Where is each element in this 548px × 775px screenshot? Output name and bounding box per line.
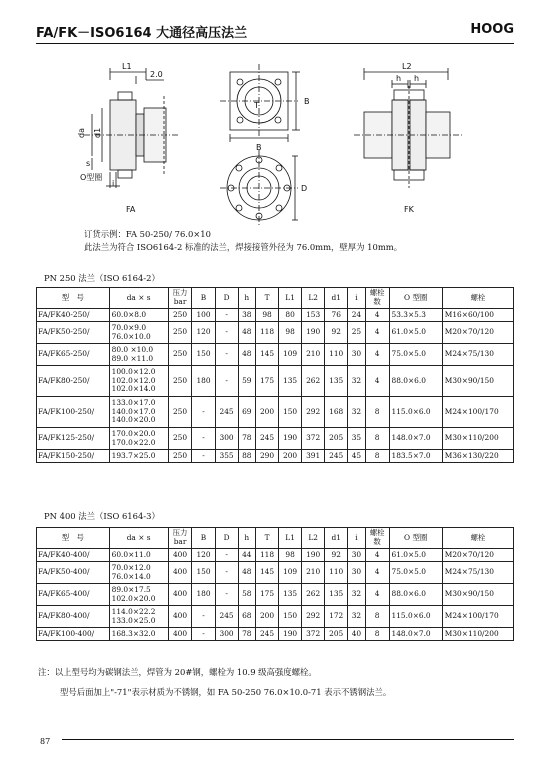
column-header: da × s xyxy=(109,288,168,309)
table-cell: 109 xyxy=(279,562,302,584)
table-cell: 61.0×5.0 xyxy=(389,322,442,344)
column-header: D xyxy=(215,288,238,309)
table-cell: M30×110/200 xyxy=(442,428,513,450)
table-cell: - xyxy=(192,450,215,463)
table-row xyxy=(37,322,514,344)
table-cell: 180 xyxy=(192,366,215,397)
column-header: B xyxy=(192,528,215,549)
table-cell: 148.0×7.0 xyxy=(389,428,442,450)
table-cell: 400 xyxy=(168,606,192,628)
table-cell: 114.0×22.2 133.0×25.0 xyxy=(109,606,168,628)
table-cell: - xyxy=(215,344,238,366)
table-cell: 262 xyxy=(302,366,325,397)
table-cell: 250 xyxy=(168,322,192,344)
table-cell: 70.0×12.0 76.0×14.0 xyxy=(109,562,168,584)
table-cell: 372 xyxy=(302,428,325,450)
table-cell: 150 xyxy=(279,397,302,428)
table-cell: 372 xyxy=(302,628,325,641)
table-cell: - xyxy=(192,628,215,641)
table-cell: 190 xyxy=(302,549,325,562)
dim-label-2: 2.0 xyxy=(150,70,163,79)
table-cell: 205 xyxy=(325,428,348,450)
table-cell: - xyxy=(215,584,238,606)
dim-label-s: s xyxy=(86,159,91,168)
table-cell: 53.3×5.3 xyxy=(389,309,442,322)
table-cell: 200 xyxy=(256,606,279,628)
table-cell: - xyxy=(215,366,238,397)
flange-drawing xyxy=(70,58,490,228)
table-cell: 40 xyxy=(348,628,365,641)
table-cell: 60.0×11.0 xyxy=(109,549,168,562)
note-carbon-steel: 注：以上型号均为碳钢法兰，焊管为 20#钢，螺栓为 10.9 级高强度螺栓。 xyxy=(38,667,317,677)
table-cell: 4 xyxy=(365,309,389,322)
dim-label-l2: L2 xyxy=(402,62,412,71)
order-description: 此法兰为符合 ISO6164-2 标准的法兰，焊接接管外径为 76.0mm，壁厚为 10mm。 xyxy=(84,242,403,252)
table-cell: M16×60/100 xyxy=(442,309,513,322)
page-title: FA/FK－ISO6164 大通径高压法兰 xyxy=(36,26,248,41)
table-cell: 78 xyxy=(238,628,255,641)
order-example: 订货示例：FA 50-250/ 76.0×10 xyxy=(84,229,211,239)
column-header: 螺栓 数 xyxy=(365,528,389,549)
table-cell: 290 xyxy=(256,450,279,463)
table-cell: 300 xyxy=(215,428,238,450)
table-row xyxy=(37,549,514,562)
table-cell: 45 xyxy=(348,450,365,463)
table-cell: 4 xyxy=(365,366,389,397)
table-cell: 120 xyxy=(192,322,215,344)
table-cell: - xyxy=(215,309,238,322)
table-row xyxy=(37,450,514,463)
table-cell: 30 xyxy=(348,344,365,366)
table-cell: 245 xyxy=(215,397,238,428)
table-cell: 32 xyxy=(348,397,365,428)
table-row xyxy=(37,428,514,450)
fa-label: FA xyxy=(126,205,136,214)
table-cell: 80.0 ×10.0 89.0 ×11.0 xyxy=(109,344,168,366)
fk-label: FK xyxy=(404,205,414,214)
table-cell: FA/FK65-250/ xyxy=(37,344,110,366)
table-cell: 115.0×6.0 xyxy=(389,397,442,428)
table-cell: 400 xyxy=(168,549,192,562)
table-cell: 78 xyxy=(238,428,255,450)
table-cell: 153 xyxy=(302,309,325,322)
table-cell: 200 xyxy=(256,397,279,428)
table-cell: 175 xyxy=(256,584,279,606)
table-cell: 250 xyxy=(168,344,192,366)
table-cell: 69 xyxy=(238,397,255,428)
column-header: 压力 bar xyxy=(168,528,192,549)
table-cell: 120 xyxy=(192,549,215,562)
table-cell: 115.0×6.0 xyxy=(389,606,442,628)
table-row xyxy=(37,309,514,322)
table-cell: 98 xyxy=(279,549,302,562)
column-header: i xyxy=(348,528,365,549)
table-cell: FA/FK40-400/ xyxy=(37,549,110,562)
table-cell: 300 xyxy=(215,628,238,641)
table-cell: 110 xyxy=(325,344,348,366)
table-cell: 92 xyxy=(325,322,348,344)
page-header xyxy=(36,22,514,42)
column-header: 型 号 xyxy=(37,288,110,309)
table-cell: 135 xyxy=(325,584,348,606)
column-header: L2 xyxy=(302,288,325,309)
table-cell: 48 xyxy=(238,322,255,344)
column-header: L1 xyxy=(279,528,302,549)
table-cell: 75.0×5.0 xyxy=(389,562,442,584)
table-cell: 250 xyxy=(168,428,192,450)
table-cell: 190 xyxy=(302,322,325,344)
table-cell: 133.0×17.0 140.0×17.0 140.0×20.0 xyxy=(109,397,168,428)
table-cell: 109 xyxy=(279,344,302,366)
table-cell: 100 xyxy=(192,309,215,322)
table-cell: M30×110/200 xyxy=(442,628,513,641)
table-cell: 168 xyxy=(325,397,348,428)
column-header: 螺栓 xyxy=(442,288,513,309)
table-cell: 80 xyxy=(279,309,302,322)
column-header: O 型圈 xyxy=(389,288,442,309)
table-cell: 30 xyxy=(348,549,365,562)
table-cell: 400 xyxy=(168,628,192,641)
table-cell: 32 xyxy=(348,606,365,628)
table-cell: - xyxy=(215,562,238,584)
table-cell: 245 xyxy=(256,628,279,641)
table-cell: FA/FK80-400/ xyxy=(37,606,110,628)
table-cell: 355 xyxy=(215,450,238,463)
table-cell: 245 xyxy=(256,428,279,450)
table-cell: M20×70/120 xyxy=(442,322,513,344)
dim-label-h2: h xyxy=(414,74,420,83)
table-row xyxy=(37,628,514,641)
dim-label-b-bottom: B xyxy=(256,143,262,152)
pn250-table xyxy=(36,287,514,463)
table-cell: 391 xyxy=(302,450,325,463)
table-cell: 8 xyxy=(365,606,389,628)
table-cell: M24×75/130 xyxy=(442,344,513,366)
dim-label-d: D xyxy=(301,184,308,193)
table-cell: 205 xyxy=(325,628,348,641)
table-cell: 292 xyxy=(302,606,325,628)
table-cell: M30×90/150 xyxy=(442,366,513,397)
table-cell: 76 xyxy=(325,309,348,322)
table-cell: 8 xyxy=(365,397,389,428)
table-cell: 250 xyxy=(168,397,192,428)
table-cell: - xyxy=(215,549,238,562)
table-cell: 48 xyxy=(238,344,255,366)
table-cell: 98 xyxy=(256,309,279,322)
table-cell: 245 xyxy=(325,450,348,463)
table-cell: - xyxy=(192,397,215,428)
table-cell: 190 xyxy=(279,628,302,641)
table2-caption: PN 400 法兰（ISO 6164-3） xyxy=(44,511,160,521)
table-cell: 4 xyxy=(365,549,389,562)
table-cell: M24×100/170 xyxy=(442,397,513,428)
table-cell: M30×90/150 xyxy=(442,584,513,606)
dim-label-d1: d1 xyxy=(93,127,102,138)
table-cell: FA/FK100-400/ xyxy=(37,628,110,641)
column-header: h xyxy=(238,288,255,309)
table-cell: 8 xyxy=(365,450,389,463)
table-cell: 4 xyxy=(365,322,389,344)
column-header: 型 号 xyxy=(37,528,110,549)
table-row xyxy=(37,397,514,428)
table-cell: 32 xyxy=(348,584,365,606)
table-cell: 92 xyxy=(325,549,348,562)
table-cell: M20×70/120 xyxy=(442,549,513,562)
table-cell: 24 xyxy=(348,309,365,322)
table-cell: 98 xyxy=(279,322,302,344)
column-header: 螺栓 xyxy=(442,528,513,549)
note-stainless: 型号后面加上"-71"表示材质为不锈钢，如 FA 50-250 76.0×10.0-71 表示不锈钢法兰。 xyxy=(60,687,392,697)
column-header: L2 xyxy=(302,528,325,549)
table-cell: 210 xyxy=(302,344,325,366)
table-cell: 193.7×25.0 xyxy=(109,450,168,463)
table-cell: 4 xyxy=(365,344,389,366)
table-cell: 245 xyxy=(215,606,238,628)
table-cell: FA/FK50-400/ xyxy=(37,562,110,584)
table-cell: 68 xyxy=(238,606,255,628)
table-cell: 400 xyxy=(168,584,192,606)
table-cell: 292 xyxy=(302,397,325,428)
column-header: D xyxy=(215,528,238,549)
column-header: L1 xyxy=(279,288,302,309)
table-cell: 38 xyxy=(238,309,255,322)
table-cell: 148.0×7.0 xyxy=(389,628,442,641)
column-header: h xyxy=(238,528,255,549)
table-cell: - xyxy=(215,322,238,344)
table-cell: 75.0×5.0 xyxy=(389,344,442,366)
table-cell: FA/FK40-250/ xyxy=(37,309,110,322)
table-cell: 150 xyxy=(192,344,215,366)
table-cell: 32 xyxy=(348,366,365,397)
pn400-table xyxy=(36,527,514,641)
table-cell: 175 xyxy=(256,366,279,397)
column-header: da × s xyxy=(109,528,168,549)
column-header: d1 xyxy=(325,528,348,549)
table-cell: 48 xyxy=(238,562,255,584)
table-cell: 4 xyxy=(365,584,389,606)
table-cell: 400 xyxy=(168,562,192,584)
table1-caption: PN 250 法兰（ISO 6164-2） xyxy=(44,273,160,283)
table-cell: M24×100/170 xyxy=(442,606,513,628)
table-cell: 44 xyxy=(238,549,255,562)
table-cell: 150 xyxy=(279,606,302,628)
dim-label-l1: L1 xyxy=(122,62,132,71)
table-cell: 250 xyxy=(168,450,192,463)
table-row xyxy=(37,366,514,397)
table-cell: 250 xyxy=(168,366,192,397)
dim-label-t: T xyxy=(254,101,259,110)
table-cell: 4 xyxy=(365,562,389,584)
column-header: 螺栓 数 xyxy=(365,288,389,309)
table-cell: FA/FK125-250/ xyxy=(37,428,110,450)
table-cell: 58 xyxy=(238,584,255,606)
table-cell: 60.0×8.0 xyxy=(109,309,168,322)
table-cell: - xyxy=(192,428,215,450)
table-cell: 88.0×6.0 xyxy=(389,584,442,606)
table-cell: 190 xyxy=(279,428,302,450)
table-cell: 135 xyxy=(325,366,348,397)
table-cell: 150 xyxy=(192,562,215,584)
table-cell: 70.0×9.0 76.0×10.0 xyxy=(109,322,168,344)
table-cell: 30 xyxy=(348,562,365,584)
table-cell: 25 xyxy=(348,322,365,344)
table-cell: M36×130/220 xyxy=(442,450,513,463)
table-cell: 172 xyxy=(325,606,348,628)
table-row xyxy=(37,606,514,628)
table-cell: FA/FK65-400/ xyxy=(37,584,110,606)
column-header: i xyxy=(348,288,365,309)
table-cell: 35 xyxy=(348,428,365,450)
table-cell: - xyxy=(192,606,215,628)
table-cell: 8 xyxy=(365,428,389,450)
dim-label-h1: h xyxy=(396,74,402,83)
table-row xyxy=(37,584,514,606)
table-cell: 59 xyxy=(238,366,255,397)
table-cell: 210 xyxy=(302,562,325,584)
footer-rule xyxy=(62,739,514,740)
table-row xyxy=(37,344,514,366)
table-cell: 250 xyxy=(168,309,192,322)
column-header: T xyxy=(256,528,279,549)
table-cell: M24×75/130 xyxy=(442,562,513,584)
table-cell: 88.0×6.0 xyxy=(389,366,442,397)
table-cell: 145 xyxy=(256,344,279,366)
table-cell: 135 xyxy=(279,366,302,397)
dim-label-oring: O型圈 xyxy=(80,173,103,182)
header-rule xyxy=(36,43,514,44)
table-cell: 8 xyxy=(365,628,389,641)
table-cell: FA/FK150-250/ xyxy=(37,450,110,463)
table-cell: 183.5×7.0 xyxy=(389,450,442,463)
dim-label-b-side: B xyxy=(304,97,310,106)
table-cell: 170.0×20.0 170.0×22.0 xyxy=(109,428,168,450)
table-cell: 88 xyxy=(238,450,255,463)
table-cell: 168.3×32.0 xyxy=(109,628,168,641)
table-cell: 61.0×5.0 xyxy=(389,549,442,562)
column-header: O 型圈 xyxy=(389,528,442,549)
table-cell: 89.0×17.5 102.0×20.0 xyxy=(109,584,168,606)
table-cell: 200 xyxy=(279,450,302,463)
column-header: B xyxy=(192,288,215,309)
table-cell: 118 xyxy=(256,322,279,344)
table-cell: 110 xyxy=(325,562,348,584)
dim-label-da: da xyxy=(77,128,86,138)
table-cell: 145 xyxy=(256,562,279,584)
table-cell: 100.0×12.0 102.0×12.0 102.0×14.0 xyxy=(109,366,168,397)
table-cell: FA/FK50-250/ xyxy=(37,322,110,344)
brand-name: HOOG xyxy=(470,22,514,37)
table-cell: FA/FK80-250/ xyxy=(37,366,110,397)
table-cell: 118 xyxy=(256,549,279,562)
table-row xyxy=(37,562,514,584)
column-header: T xyxy=(256,288,279,309)
column-header: d1 xyxy=(325,288,348,309)
table-cell: FA/FK100-250/ xyxy=(37,397,110,428)
table-cell: 180 xyxy=(192,584,215,606)
column-header: 压力 bar xyxy=(168,288,192,309)
page-number: 87 xyxy=(40,737,51,746)
table-cell: 135 xyxy=(279,584,302,606)
dim-label-i: i xyxy=(112,179,115,188)
table-cell: 262 xyxy=(302,584,325,606)
